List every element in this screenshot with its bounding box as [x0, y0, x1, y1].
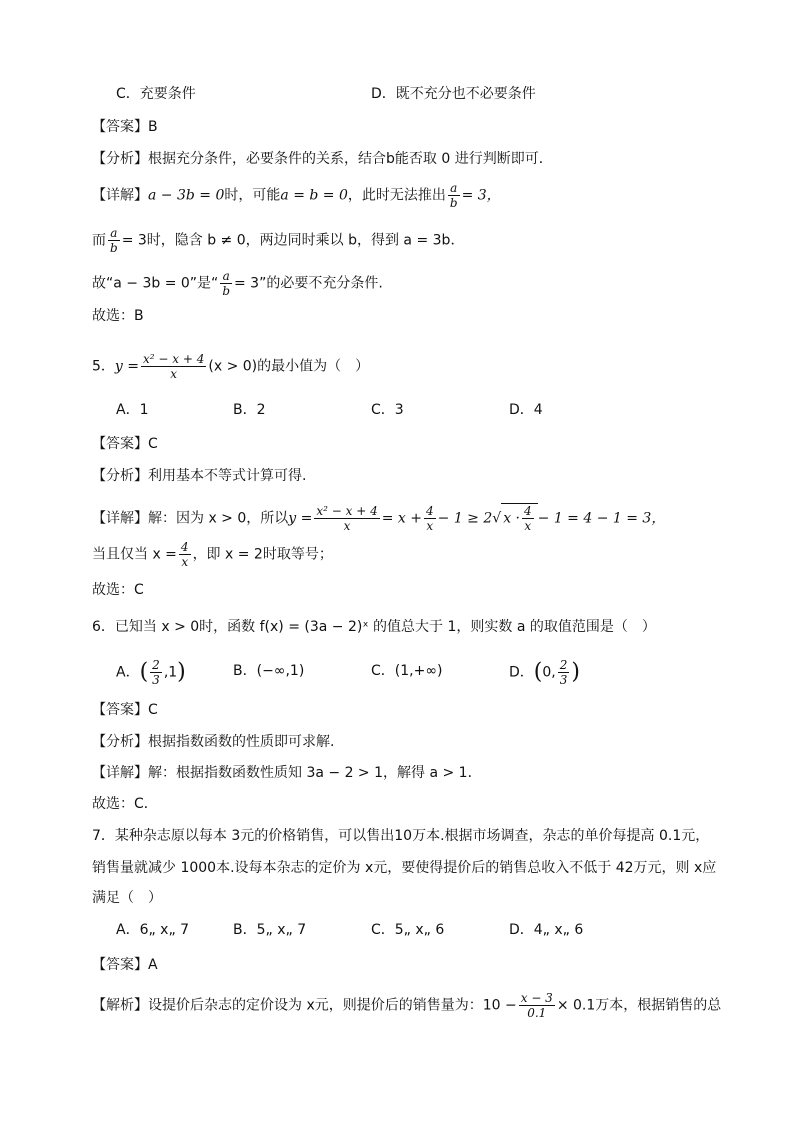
- q5-answer: 【答案】C: [92, 436, 158, 452]
- q7-option-c: C．5„ x„ 6: [371, 922, 445, 938]
- q5-analysis: 【分析】利用基本不等式计算可得.: [92, 468, 307, 484]
- q4-detail-fraction: $\frac{a}{b}$: [449, 181, 458, 210]
- q5-stem: [92, 352, 369, 381]
- q5-detail-fraction-2: $\frac{4}{x}$: [426, 504, 434, 533]
- q4-detail-text-3: = 3，: [461, 187, 501, 204]
- q4-detail2-text: 而: [92, 232, 106, 249]
- q5-number: 5．: [92, 358, 115, 375]
- q5-detail-sqrt: x · $\frac{4}{x}$: [501, 503, 537, 533]
- q5-choose: 故选：C: [92, 582, 144, 598]
- q5-detail-mid2: − 1 ≥ 2: [437, 510, 493, 527]
- q5-stem-y: y =: [114, 358, 140, 375]
- q5-detail-y: y =: [288, 510, 313, 527]
- q7-analysis: [92, 991, 721, 1020]
- q6-answer: 【答案】C: [92, 702, 158, 718]
- q7-option-d: D．4„ x„ 6: [509, 922, 584, 938]
- q7-analysis-fraction: $\frac{x - 3}{0.1}$: [520, 991, 553, 1020]
- q7-option-a: A．6„ x„ 7: [116, 922, 190, 938]
- q7-stem-line-2: 销售量就减少 1000本.设每本杂志的定价为 x元，要使得提价后的销售总收入不低于 42万元，则 x应: [92, 860, 717, 876]
- q4-detail-tag: 【详解】: [92, 187, 148, 204]
- q4-detail2-fraction: $\frac{a}{b}$: [110, 226, 118, 255]
- q4-analysis: 【分析】根据充分条件，必要条件的关系，结合b能否取 0 进行判断即可．: [92, 151, 553, 167]
- q6-stem: 6．已知当 x > 0时，函数 f(x) = (3a − 2)ˣ 的值总大于 1，则实数 a 的取值范围是（ ）: [92, 619, 656, 635]
- q4-detail2-tail: = 3时，隐含 b ≠ 0，两边同时乘以 b，得到 a = 3b．: [121, 232, 465, 249]
- q4-answer: 【答案】B: [92, 119, 158, 135]
- q7-option-b: B．5„ x„ 7: [233, 922, 307, 938]
- q5-detail-mid: = x +: [381, 510, 422, 527]
- q5-detail-line-1: 【详解】解：因为 x > 0，所以y = $\frac{\text{x² − x + 4}}{x}$ = x + $\frac{4}{x}$ − 1 ≥ 2√ x · $\frac{4}{x}$ − 1 = 4 − 1 = 3，: [92, 504, 666, 533]
- q4-detail3-tail: = 3”的必要不充分条件.: [234, 275, 383, 292]
- q7-answer: 【答案】A: [92, 957, 158, 973]
- q6-detail: 【详解】解：根据指数函数性质知 3a − 2 > 1，解得 a > 1．: [92, 765, 482, 781]
- q6-choose: 故选：C．: [92, 796, 158, 812]
- q4-detail-math-2: a = b = 0: [280, 187, 348, 204]
- q6-option-b: B．(−∞,1): [233, 663, 305, 679]
- q5-detail2-tail: ，即 x = 2时取等号；: [192, 546, 333, 563]
- q6-analysis: 【分析】根据指数函数的性质即可求解.: [92, 734, 335, 750]
- q7-analysis-tail: × 0.1万本，根据销售的总: [556, 997, 722, 1014]
- q6-option-c: C．(1,+∞): [371, 663, 443, 679]
- q4-detail3-fraction: $\frac{a}{b}$: [222, 269, 230, 298]
- q4-detail-line-3: [92, 269, 383, 298]
- q5-stem-fraction: $\frac{\text{x² − x + 4}}{x}$: [143, 352, 205, 381]
- q4-detail-line-2: [92, 226, 464, 255]
- q7-stem-line-1: 7．某种杂志原以每本 3元的价格销售，可以售出10万本.根据市场调查，杂志的单价每提高 0.1元，: [92, 828, 710, 844]
- q5-option-d: D．4: [509, 402, 543, 418]
- q5-detail-tail: − 1 = 4 − 1 = 3，: [537, 510, 666, 527]
- q4-detail-line-1: [92, 181, 501, 210]
- q6-option-d: D．(0, $\frac{2}{3}$ ): [509, 658, 580, 687]
- q5-detail-text: 【详解】解：因为 x > 0，所以: [92, 510, 289, 527]
- q5-stem-tail: (x > 0)的最小值为（ ）: [208, 358, 370, 375]
- q4-choose: 故选：B: [92, 308, 144, 324]
- q5-detail-fraction-1: $\frac{\text{x² − x + 4}}{x}$: [316, 504, 378, 533]
- q4-detail-math-1: a − 3b = 0: [148, 187, 225, 204]
- q7-analysis-text: 【解析】设提价后杂志的定价设为 x元，则提价后的销售量为：10 −: [92, 997, 517, 1014]
- q4-detail-text-2: ，此时无法推出: [347, 187, 446, 204]
- q5-option-a: A．1: [116, 402, 149, 418]
- q7-stem-line-3: 满足（ ）: [92, 890, 162, 906]
- q4-option-c: C．充要条件: [116, 86, 196, 102]
- q5-option-b: B．2: [233, 402, 266, 418]
- q4-detail-text-1: 时，可能: [224, 187, 281, 204]
- q5-detail2-text: 当且仅当 x =: [92, 546, 177, 563]
- q4-option-d: D．既不充分也不必要条件: [371, 86, 536, 102]
- q5-detail-line-2: [92, 540, 333, 569]
- q5-detail2-fraction: $\frac{4}{x}$: [180, 540, 189, 569]
- q4-detail3-text: 故“a − 3b = 0”是“: [92, 275, 219, 292]
- q6-option-a: A．( $\frac{2}{3}$ ,1): [116, 658, 186, 687]
- q5-option-c: C．3: [371, 402, 404, 418]
